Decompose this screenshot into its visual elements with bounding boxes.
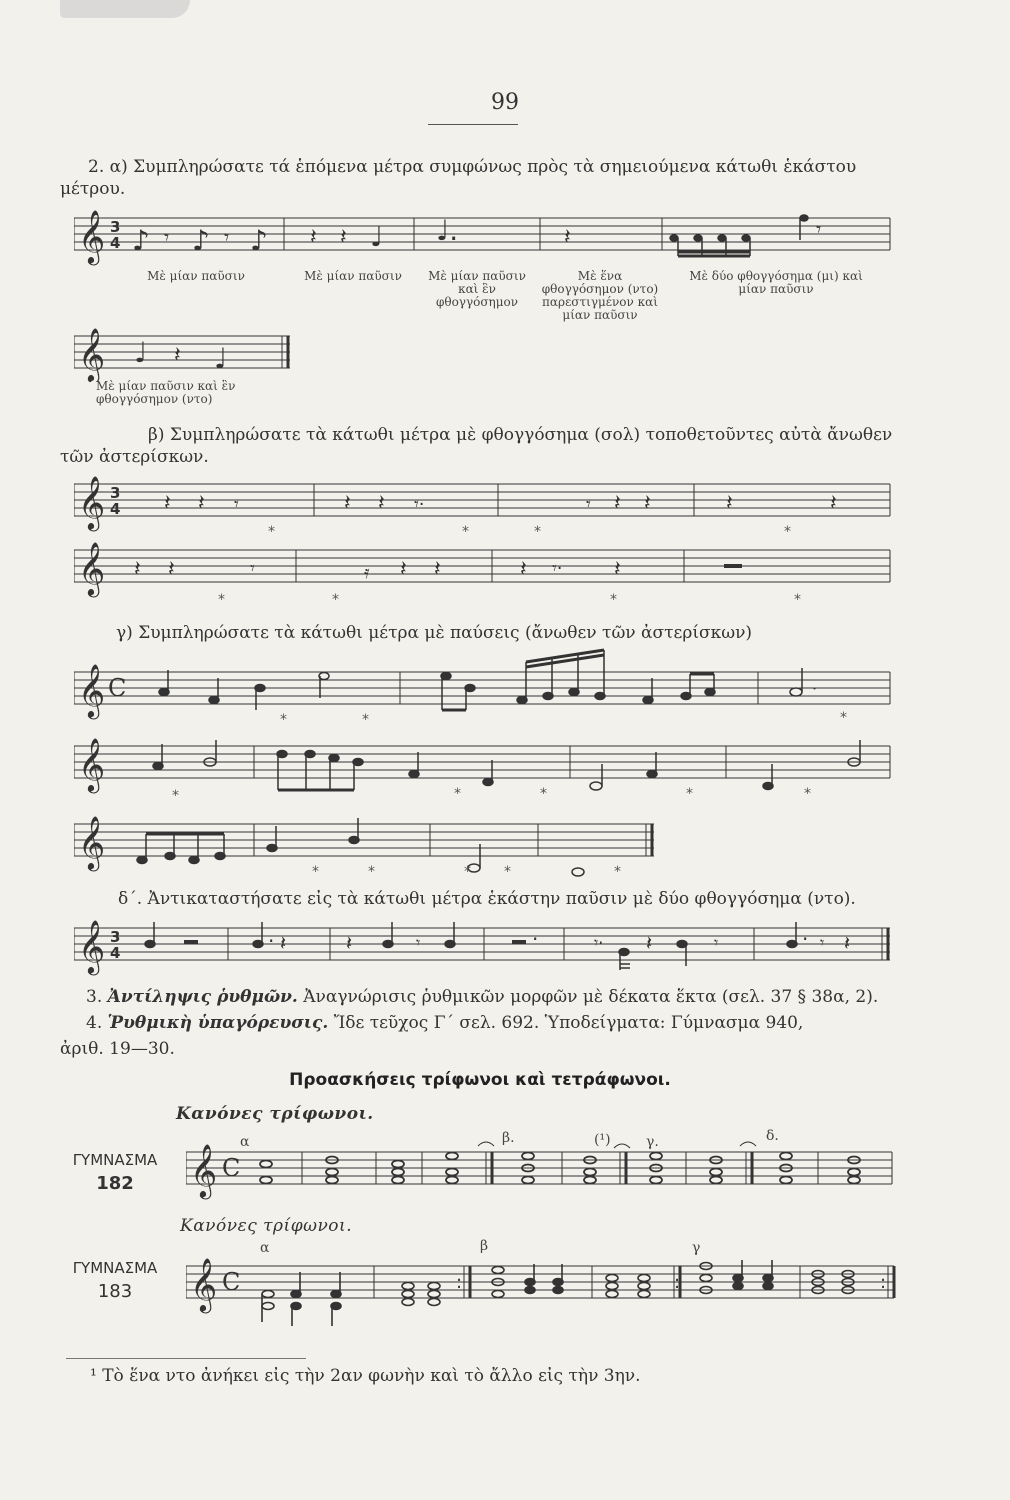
svg-text:𝄞: 𝄞 (78, 475, 106, 529)
svg-text:𝄽: 𝄽 (344, 491, 351, 516)
svg-text:♩: ♩ (370, 220, 384, 253)
svg-text:𝄽: 𝄽 (280, 931, 287, 955)
svg-text:𝄾: 𝄾 (234, 494, 239, 515)
svg-text:·: · (802, 927, 809, 951)
svg-text:𝄽: 𝄽 (346, 931, 353, 955)
ex182-mark-footnote: (¹) (594, 1132, 611, 1148)
svg-text:3: 3 (110, 218, 121, 236)
svg-text:*: * (172, 788, 179, 804)
item-4-continuation: ἀριθ. 19—30. (60, 1039, 175, 1059)
svg-text:·: · (812, 679, 818, 698)
caption-measure-4: Μὲ ἕνα φθογγόσημον (ντο) παρεστιγμένον καὶ μίαν παῦσιν (541, 269, 659, 322)
svg-text:♪: ♪ (250, 224, 268, 257)
svg-text:𝄽: 𝄽 (164, 491, 171, 516)
section-heading: Προασκήσεις τρίφωνοι καὶ τετράφωνοι. (289, 1070, 671, 1090)
svg-text::: : (880, 1272, 887, 1293)
svg-text:𝄽: 𝄽 (310, 225, 317, 250)
svg-text::: : (456, 1272, 463, 1293)
page-number-rule (428, 124, 518, 125)
svg-text:♩: ♩ (134, 336, 148, 369)
ex183-mark-a: α (260, 1240, 270, 1256)
svg-text:𝄾: 𝄾 (250, 558, 255, 579)
exercise-182-word: ΓΥΜΝΑΣΜΑ (72, 1151, 158, 1169)
caption-measure-3: Μὲ μίαν παῦσιν καὶ ἓν φθογγόσημον (428, 269, 526, 309)
svg-text:𝄽: 𝄽 (400, 557, 407, 582)
section-2d-text: δ΄. Ἀντικαταστήσατε εἰς τὰ κάτωθι μέτρα ἑκάστην παῦσιν μὲ δύο φθογγόσημα (ντο). (118, 889, 856, 909)
svg-text:*: * (610, 592, 617, 608)
svg-text:𝄾·: 𝄾· (594, 933, 604, 952)
exercise-182-label (62, 1148, 168, 1196)
svg-text:𝄾·: 𝄾· (552, 558, 563, 579)
svg-text:𝄾: 𝄾 (816, 217, 822, 241)
svg-text:C: C (108, 674, 127, 702)
svg-text:*: * (462, 524, 469, 540)
ex183-mark-b: β (480, 1238, 489, 1254)
canon-2-title: Κανόνες τρίφωνοι. (180, 1216, 353, 1236)
section-2b-text: β) Συμπληρώσατε τὰ κάτωθι μέτρα μὲ φθογγόσημα (σολ) τοποθετοῦντες αὐτὰ ἄνωθεν τῶν ἀστερίσκων. (60, 425, 893, 467)
svg-text:*: * (312, 864, 319, 880)
item-3-prefix: 3. (86, 987, 103, 1007)
svg-text:*: * (686, 786, 693, 802)
footnote: ¹ Τὸ ἕνα ντο ἀνήκει εἰς τὴν 2αν φωνὴν καὶ τὸ ἄλλο εἰς τὴν 3ην. (90, 1366, 641, 1386)
item-3-text: Ἀναγνώρισις ῥυθμικῶν μορφῶν μὲ δέκατα ἕκτα (σελ. 37 § 38α, 2). (303, 987, 879, 1007)
svg-text:*: * (540, 786, 547, 802)
svg-text:𝄽: 𝄽 (644, 491, 651, 516)
svg-text:𝄾·: 𝄾· (414, 494, 425, 515)
svg-text:𝄞: 𝄞 (78, 815, 106, 869)
svg-text:C: C (222, 1154, 241, 1182)
svg-text:𝄽: 𝄽 (340, 225, 347, 250)
svg-text:*: * (464, 864, 471, 880)
exercise-182-number: 182 (96, 1173, 134, 1194)
svg-text:𝄽: 𝄽 (646, 931, 653, 955)
staff-2b-row1 (74, 472, 894, 542)
svg-text:·: · (532, 927, 539, 951)
staff-2d (74, 912, 904, 976)
caption-row2: Μὲ μίαν παῦσιν καὶ ἓν φθογγόσημον (ντο) (96, 379, 236, 406)
ex182-mark-a: α (240, 1134, 250, 1150)
svg-text:4: 4 (110, 234, 121, 252)
item-3-title: Ἀντίληψις ῥυθμῶν. (107, 987, 298, 1007)
ex182-mark-d: δ. (766, 1128, 779, 1144)
caption-measure-1: Μὲ μίαν παῦσιν (147, 269, 245, 283)
section-2c-text: γ) Συμπληρώσατε τὰ κάτωθι μέτρα μὲ παύσεις (ἄνωθεν τῶν ἀστερίσκων) (116, 623, 753, 643)
ex182-mark-c: γ. (646, 1134, 659, 1150)
svg-text:𝄽: 𝄽 (168, 557, 175, 582)
svg-text:3: 3 (110, 928, 121, 946)
svg-text:𝄽: 𝄽 (614, 557, 621, 582)
item-4-text: Ἴδε τεῦχος Γ΄ σελ. 692. Ὑποδείγματα: Γύμνασμα 940, (333, 1013, 804, 1033)
svg-text:*: * (804, 786, 811, 802)
svg-text:♪: ♪ (192, 224, 210, 257)
staff-2a-row1 (74, 204, 894, 268)
svg-text:*: * (784, 524, 791, 540)
svg-text:*: * (280, 712, 287, 728)
svg-text:𝄽: 𝄽 (174, 343, 181, 368)
svg-text:𝄞: 𝄞 (78, 919, 106, 973)
exercise-183-label (62, 1256, 168, 1304)
page-corner-smudge (60, 0, 190, 18)
canon-1-title: Κανόνες τρίφωνοι. (176, 1104, 374, 1124)
svg-text:4: 4 (110, 500, 121, 518)
svg-text:𝄿: 𝄿 (364, 562, 370, 583)
svg-text:𝄾: 𝄾 (224, 225, 230, 249)
svg-text:*: * (614, 864, 621, 880)
svg-text:*: * (794, 592, 801, 608)
svg-text:3: 3 (110, 484, 121, 502)
staff-exercise-183 (186, 1252, 906, 1336)
svg-text:𝄞: 𝄞 (78, 663, 106, 717)
svg-text:*: * (368, 864, 375, 880)
svg-text:*: * (362, 712, 369, 728)
svg-text:♩: ♩ (214, 342, 228, 375)
svg-text:𝄾: 𝄾 (586, 494, 591, 515)
svg-text:𝄽: 𝄽 (434, 557, 441, 582)
footnote-rule (66, 1358, 306, 1359)
caption-measure-5: Μὲ δύο φθογγόσημα (μι) καὶ μίαν παῦσιν (689, 269, 863, 296)
svg-text:*: * (454, 786, 461, 802)
svg-text:𝄽: 𝄽 (134, 557, 141, 582)
item-4-title: Ῥυθμικὴ ὑπαγόρευσις. (107, 1013, 329, 1033)
svg-text:4: 4 (110, 944, 121, 962)
svg-text:𝄽: 𝄽 (198, 491, 205, 516)
item-4 (86, 1012, 926, 1034)
svg-text:𝄽: 𝄽 (564, 225, 571, 250)
page-number: 99 (491, 90, 519, 115)
svg-text:𝄾: 𝄾 (164, 225, 170, 249)
svg-text:𝄞: 𝄞 (78, 541, 106, 595)
svg-text:*: * (504, 864, 511, 880)
svg-text:*: * (332, 592, 339, 608)
treble-clef-icon: 𝄞 (78, 209, 106, 263)
svg-text:𝄞: 𝄞 (190, 1143, 218, 1197)
svg-text:𝄽: 𝄽 (830, 491, 837, 516)
caption-measure-2: Μὲ μίαν παῦσιν (304, 269, 402, 283)
staff-2c-row3 (74, 808, 674, 888)
section-2a-text: 2. α) Συμπληρώσατε τά ἑπόμενα μέτρα συμφώνως πρὸς τὰ σημειούμενα κάτωθι ἑκάστου μέτρου. (60, 157, 857, 199)
staff-exercise-182 (186, 1140, 896, 1204)
exercise-183-word: ΓΥΜΝΑΣΜΑ (72, 1259, 158, 1277)
svg-text:·: · (268, 929, 275, 953)
svg-text:*: * (218, 592, 225, 608)
svg-text:𝄽: 𝄽 (614, 491, 621, 516)
svg-text:𝄾: 𝄾 (820, 933, 825, 952)
svg-text:*: * (840, 710, 847, 726)
staff-2c-row2 (74, 730, 894, 810)
staff-2b-row2 (74, 540, 894, 610)
svg-text:C: C (222, 1268, 241, 1296)
svg-text:♩.: ♩. (436, 214, 459, 247)
svg-text:𝄾: 𝄾 (416, 933, 421, 952)
svg-text:*: * (534, 524, 541, 540)
svg-text:♪: ♪ (132, 224, 150, 257)
ex183-mark-c: γ (692, 1240, 701, 1256)
item-4-prefix: 4. (86, 1013, 103, 1033)
svg-text::: : (674, 1272, 681, 1293)
svg-text:𝄞: 𝄞 (190, 1257, 218, 1311)
svg-text:𝄾: 𝄾 (714, 933, 719, 952)
staff-2c-row1 (74, 648, 894, 728)
ex182-mark-b: β. (502, 1130, 515, 1146)
item-3 (86, 986, 926, 1008)
svg-text:𝄽: 𝄽 (844, 931, 851, 955)
svg-text:𝄽: 𝄽 (726, 491, 733, 516)
svg-text:𝄞: 𝄞 (78, 737, 106, 791)
staff-2a-row2 (74, 322, 294, 382)
svg-text:𝄞: 𝄞 (78, 327, 106, 381)
exercise-183-number: 183 (97, 1281, 133, 1302)
svg-text:*: * (268, 524, 275, 540)
svg-text:𝄽: 𝄽 (520, 557, 527, 582)
svg-text:𝄽: 𝄽 (378, 491, 385, 516)
